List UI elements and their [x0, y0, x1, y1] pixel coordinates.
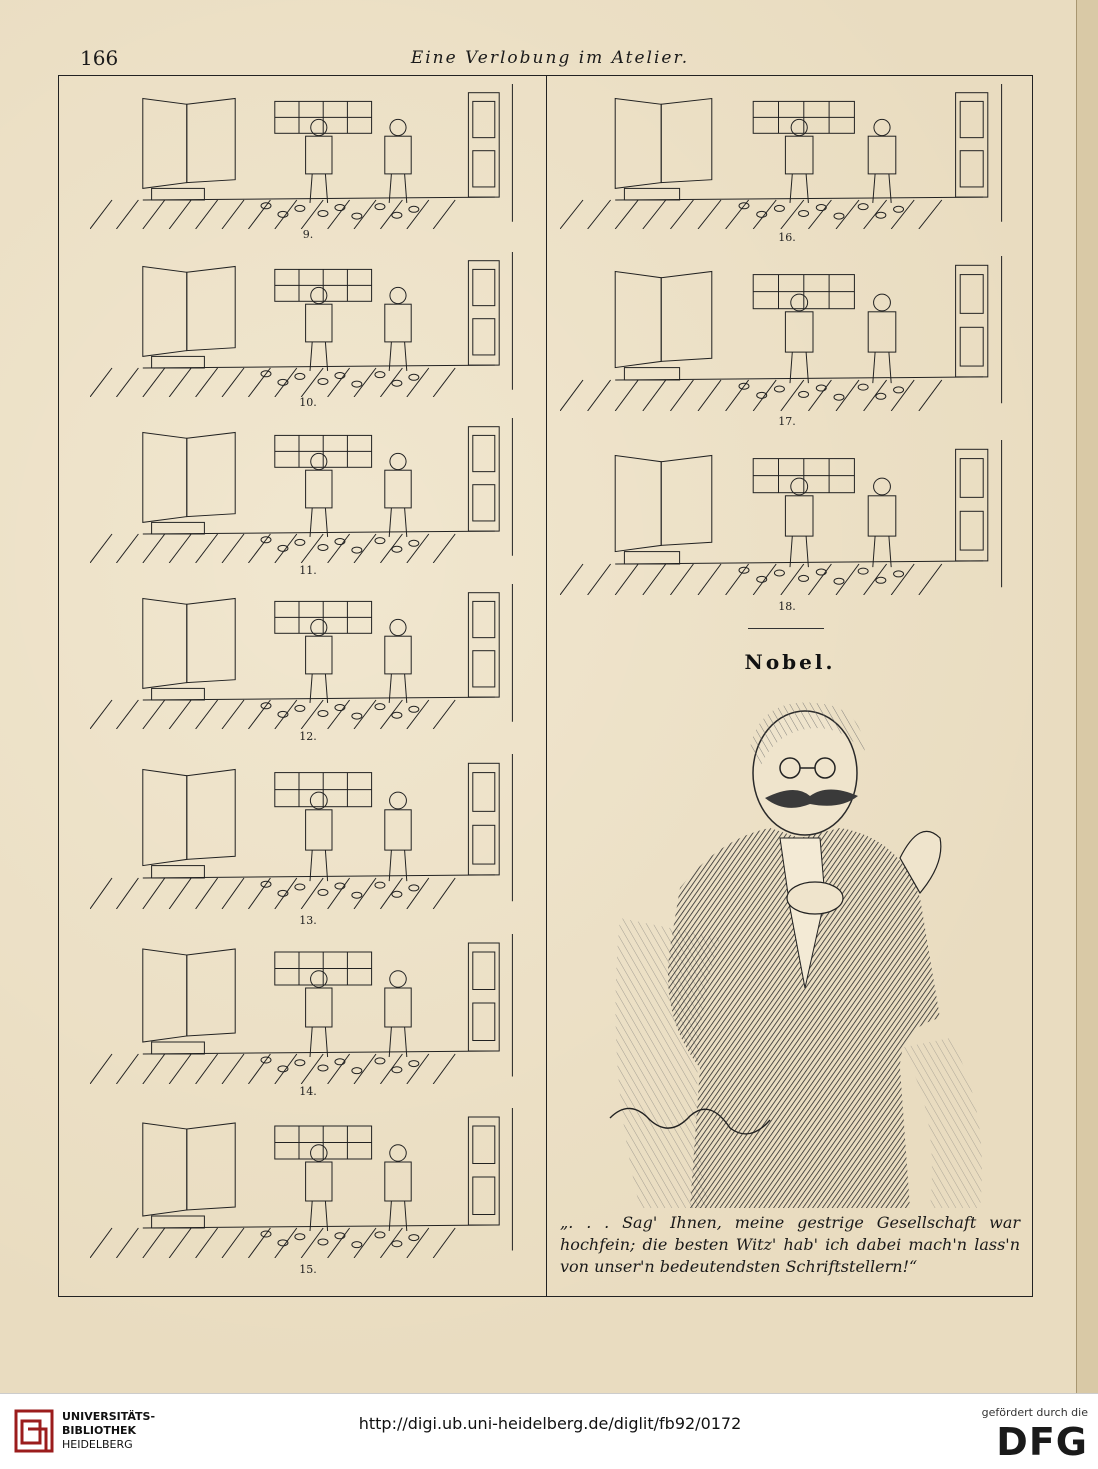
- panel-caption: 15.: [299, 1263, 317, 1276]
- comic-panel-9: [90, 84, 530, 229]
- panel-drawing: [90, 1108, 530, 1258]
- panel-drawing: [90, 754, 530, 909]
- comic-panel-14: [90, 934, 530, 1084]
- comic-panel-15: [90, 1108, 530, 1258]
- title-rule: [748, 628, 824, 629]
- funding-label: gefördert durch die: [981, 1406, 1088, 1419]
- panel-caption: 11.: [299, 564, 317, 577]
- comic-panel-16: [560, 84, 1020, 229]
- panel-caption: 12.: [299, 730, 317, 743]
- panel-caption: 16.: [778, 231, 796, 244]
- panel-drawing: [90, 252, 530, 397]
- cartoon-caption: „. . . Sag' Ihnen, meine gestrige Gesellschaft war hochfein; die besten Witz' hab' ich dabei mach'n lass'n von unser'n bedeutendsten Schriftstellern!“: [560, 1213, 1020, 1276]
- panel-drawing: [90, 934, 530, 1084]
- column-divider: [546, 75, 547, 1297]
- comic-panel-18: [560, 440, 1020, 595]
- university-logo-icon: [14, 1407, 54, 1455]
- panel-caption: 9.: [302, 228, 314, 241]
- adjacent-page-edge: [1076, 0, 1098, 1393]
- panel-caption: 13.: [299, 914, 317, 927]
- document-url-link[interactable]: http://digi.ub.uni-heidelberg.de/diglit/fb92/0172: [358, 1414, 742, 1433]
- panel-caption: 18.: [778, 600, 796, 613]
- page-title: Eine Verlobung im Atelier.: [410, 48, 690, 68]
- panel-drawing: [90, 584, 530, 729]
- panel-drawing: [90, 84, 530, 229]
- comic-panel-12: [90, 584, 530, 729]
- page-number: 166: [80, 46, 119, 70]
- cartoon-title: Nobel.: [744, 650, 836, 674]
- university-name-line3: HEIDELBERG: [62, 1438, 133, 1451]
- panel-caption: 17.: [778, 415, 796, 428]
- panel-caption: 10.: [299, 396, 317, 409]
- panel-drawing: [560, 84, 1020, 229]
- panel-caption: 14.: [299, 1085, 317, 1098]
- comic-panel-10: [90, 252, 530, 397]
- panel-drawing: [560, 440, 1020, 595]
- comic-panel-17: [560, 256, 1020, 411]
- panel-drawing: [90, 418, 530, 563]
- footer-bar: [0, 1393, 1098, 1469]
- university-name-line2: BIBLIOTHEK: [62, 1424, 137, 1437]
- comic-panel-13: [90, 754, 530, 909]
- dfg-logo: DFG: [996, 1420, 1088, 1464]
- comic-panel-11: [90, 418, 530, 563]
- university-name-line1: UNIVERSITÄTS-: [62, 1410, 156, 1423]
- panel-drawing: [560, 256, 1020, 411]
- portrait-illustration: [600, 688, 990, 1208]
